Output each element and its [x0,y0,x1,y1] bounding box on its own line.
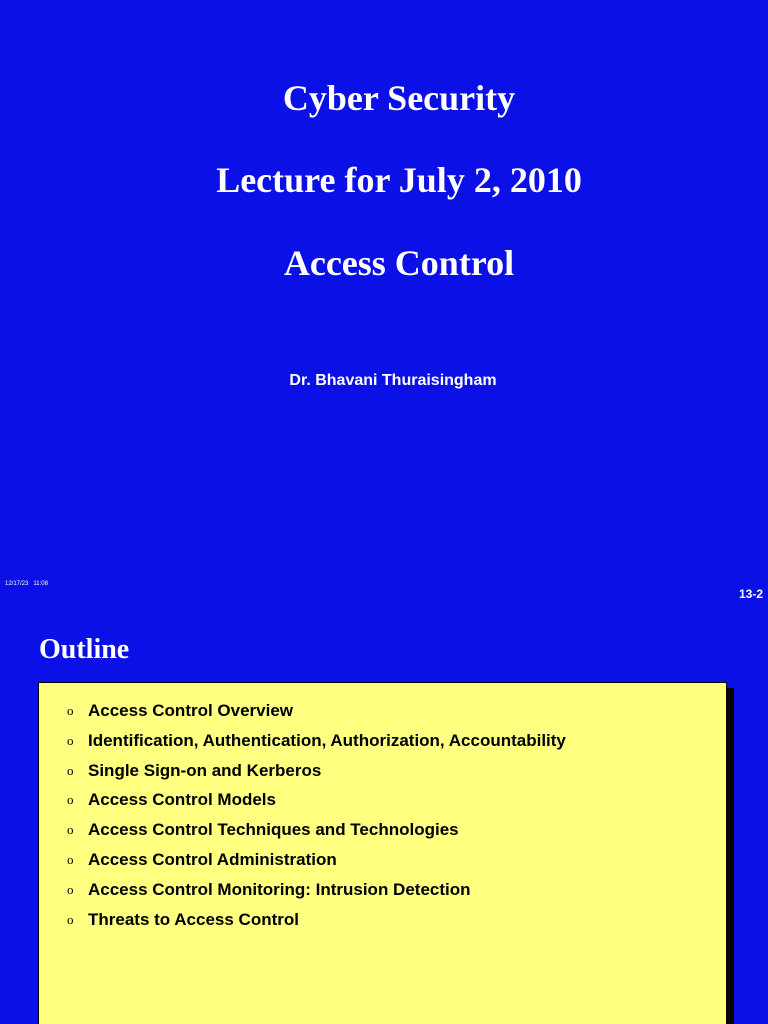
list-item-text: Threats to Access Control [88,909,299,929]
page-number: 13-2 [738,587,763,601]
list-item-text: Single Sign-on and Kerberos [88,760,322,780]
slide-title-line-2: Lecture for July 2, 2010 [216,160,582,200]
bullet-icon: o [67,762,74,778]
bullet-icon: o [67,703,74,718]
list-item-text: Access Control Techniques and Technologies [88,820,459,840]
bullet-icon: o [67,881,74,897]
slide-title-line-3: Access Control [283,243,515,283]
footer-date: 12/17/23 11:08 [5,581,48,587]
list-item-text: Access Control Models [88,790,276,810]
bullet-icon: o [67,732,74,748]
outline-heading: Outline [39,634,130,665]
bullet-icon: o [67,851,74,867]
outline-box [38,682,727,1024]
bullet-icon: o [67,911,74,927]
author-name: Dr. Bhavani Thuraisingham [289,372,497,389]
bullet-icon: o [67,792,74,808]
list-item-text: Access Control Administration [88,849,337,869]
list-item-text: Access Control Overview [88,701,294,720]
bullet-icon: o [67,822,74,838]
slide-title-line-1: Cyber Security [282,78,516,118]
list-item-text: Access Control Monitoring: Intrusion Detection [88,879,471,899]
list-item-text: Identification, Authentication, Authorization, Accountability [88,730,566,750]
